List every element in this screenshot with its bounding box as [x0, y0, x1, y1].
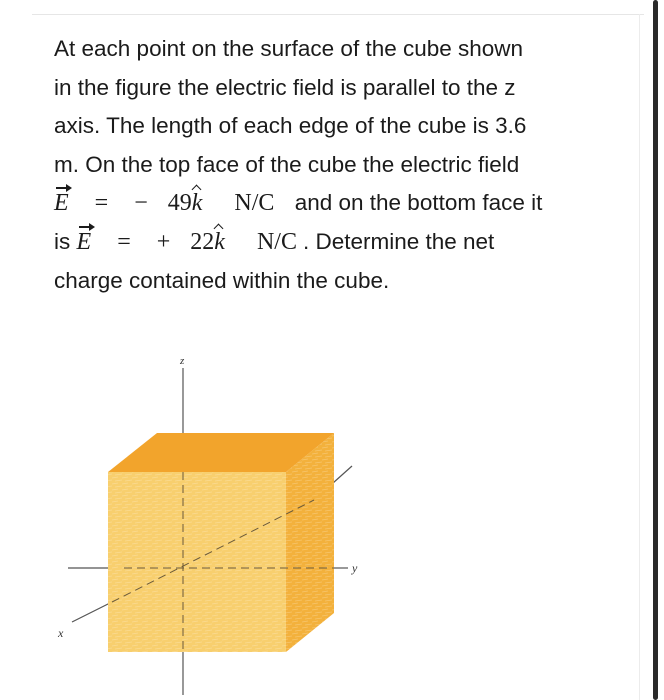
right-divider [639, 14, 640, 700]
question-line-5 [54, 184, 630, 223]
top-divider [32, 14, 644, 15]
scrollbar[interactable] [653, 0, 658, 700]
question-line-1: At each point on the surface of the cube shown [54, 36, 524, 61]
e-vector-symbol: E [77, 223, 92, 262]
plus-sign: + [156, 228, 171, 255]
z-axis-label: z [180, 355, 185, 367]
top-field-magnitude: 49 [167, 190, 192, 217]
x-axis [72, 602, 112, 622]
question-line-2: in the figure the electric field is parallel to the z [54, 74, 516, 100]
bottom-field-magnitude: 22 [190, 228, 215, 255]
question-line-5-tail: and on the bottom face it [294, 190, 543, 216]
question-line-6-tail: . Determine the net [302, 228, 495, 254]
y-axis-label: y [352, 561, 358, 575]
question-text [54, 30, 630, 300]
x-axis-label: x [58, 626, 64, 640]
equals-sign: = [94, 190, 109, 217]
cube-figure [52, 350, 372, 695]
question-line-6-is: is [54, 228, 71, 254]
question-line-3: axis. The length of each edge of the cube is 3.6 [54, 113, 527, 139]
bottom-field-equation [77, 229, 303, 255]
top-field-equation [54, 190, 280, 216]
equals-sign: = [117, 228, 131, 255]
k-hat-symbol: k [214, 223, 225, 262]
question-line-7: charge contained within the cube. [54, 267, 390, 293]
k-hat-symbol: k [192, 184, 203, 223]
e-vector-symbol: E [54, 184, 69, 223]
bottom-field-unit: N/C [256, 228, 297, 255]
question-line-4: m. On the top face of the cube the electric field [54, 151, 520, 177]
question-line-6 [54, 223, 630, 262]
minus-sign: − [134, 190, 148, 217]
top-field-unit: N/C [234, 190, 275, 217]
